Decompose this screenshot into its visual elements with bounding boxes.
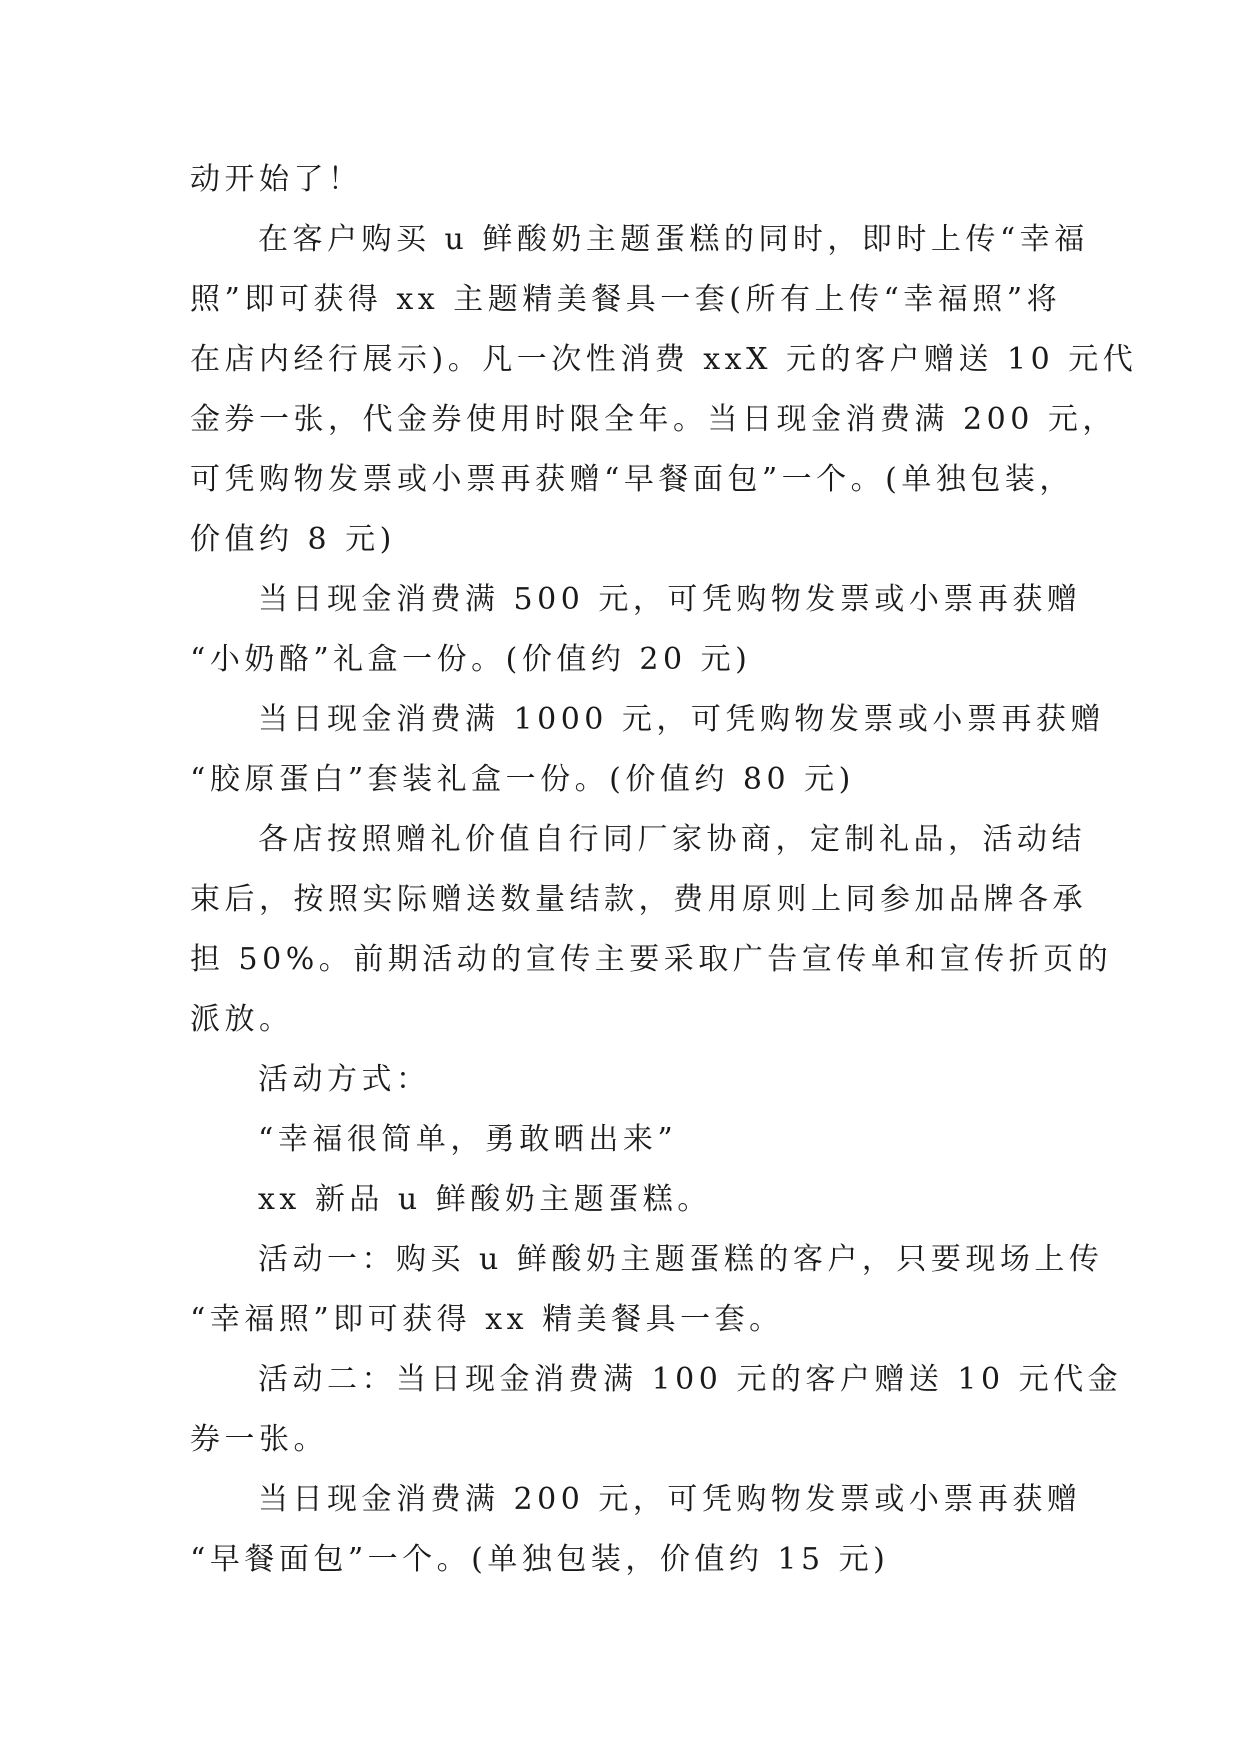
line-text: 担 50%。前期活动的宣传主要采取广告宣传单和宣传折页的 bbox=[190, 942, 1113, 977]
line-text: 在客户购买 u 鲜酸奶主题蛋糕的同时，即时上传“幸福 bbox=[258, 222, 1089, 257]
line-text: 活动二：当日现金消费满 100 元的客户赠送 10 元代金 bbox=[258, 1362, 1123, 1397]
line-text: “胶原蛋白”套装礼盒一份。(价值约 80 元) bbox=[190, 762, 855, 797]
line-text: 当日现金消费满 500 元，可凭购物发票或小票再获赠 bbox=[258, 582, 1082, 617]
line-text: 派放。 bbox=[190, 1002, 294, 1037]
text-line bbox=[190, 990, 1050, 1050]
text-line bbox=[190, 1350, 1123, 1410]
line-text: “早餐面包”一个。(单独包装，价值约 15 元) bbox=[190, 1542, 890, 1577]
text-line bbox=[190, 690, 1105, 750]
text-line bbox=[190, 870, 1087, 930]
document-page bbox=[190, 150, 1138, 1590]
text-line bbox=[190, 390, 1117, 450]
line-text: 活动方式： bbox=[258, 1062, 431, 1097]
line-text: “幸福很简单，勇敢晒出来” bbox=[258, 1122, 678, 1157]
text-line bbox=[190, 1470, 1082, 1530]
line-text: xx 新品 u 鲜酸奶主题蛋糕。 bbox=[258, 1182, 712, 1217]
text-line bbox=[190, 930, 1113, 990]
line-text: “幸福照”即可获得 xx 精美餐具一套。 bbox=[190, 1302, 784, 1337]
text-line bbox=[190, 1530, 1050, 1590]
text-line bbox=[190, 570, 1082, 630]
line-text: 金券一张，代金券使用时限全年。当日现金消费满 200 元， bbox=[190, 402, 1117, 437]
line-text: 各店按照赠礼价值自行同厂家协商，定制礼品，活动结 bbox=[258, 822, 1086, 857]
text-line bbox=[190, 750, 1050, 810]
text-line bbox=[190, 210, 1089, 270]
text-line bbox=[190, 150, 1050, 210]
text-line bbox=[190, 1110, 1050, 1170]
line-text: 动开始了！ bbox=[190, 162, 363, 197]
line-text: 束后，按照实际赠送数量结款，费用原则上同参加品牌各承 bbox=[190, 882, 1087, 917]
line-text: 照”即可获得 xx 主题精美餐具一套(所有上传“幸福照”将 bbox=[190, 282, 1062, 317]
text-line bbox=[190, 510, 1050, 570]
text-line bbox=[190, 330, 1138, 390]
line-text: 当日现金消费满 200 元，可凭购物发票或小票再获赠 bbox=[258, 1482, 1082, 1517]
text-line bbox=[190, 1050, 1050, 1110]
text-line bbox=[190, 450, 1074, 510]
text-line bbox=[190, 1410, 1050, 1470]
text-line bbox=[190, 1170, 1050, 1230]
line-text: 可凭购物发票或小票再获赠“早餐面包”一个。(单独包装， bbox=[190, 462, 1074, 497]
line-text: “小奶酪”礼盒一份。(价值约 20 元) bbox=[190, 642, 752, 677]
text-line bbox=[190, 630, 1050, 690]
line-text: 价值约 8 元) bbox=[190, 522, 396, 557]
text-line bbox=[190, 1290, 1050, 1350]
text-line bbox=[190, 1230, 1104, 1290]
line-text: 券一张。 bbox=[190, 1422, 328, 1457]
line-text: 活动一：购买 u 鲜酸奶主题蛋糕的客户，只要现场上传 bbox=[258, 1242, 1104, 1277]
text-line bbox=[190, 810, 1086, 870]
text-line bbox=[190, 270, 1062, 330]
line-text: 在店内经行展示)。凡一次性消费 xxX 元的客户赠送 10 元代 bbox=[190, 342, 1138, 377]
line-text: 当日现金消费满 1000 元，可凭购物发票或小票再获赠 bbox=[258, 702, 1105, 737]
